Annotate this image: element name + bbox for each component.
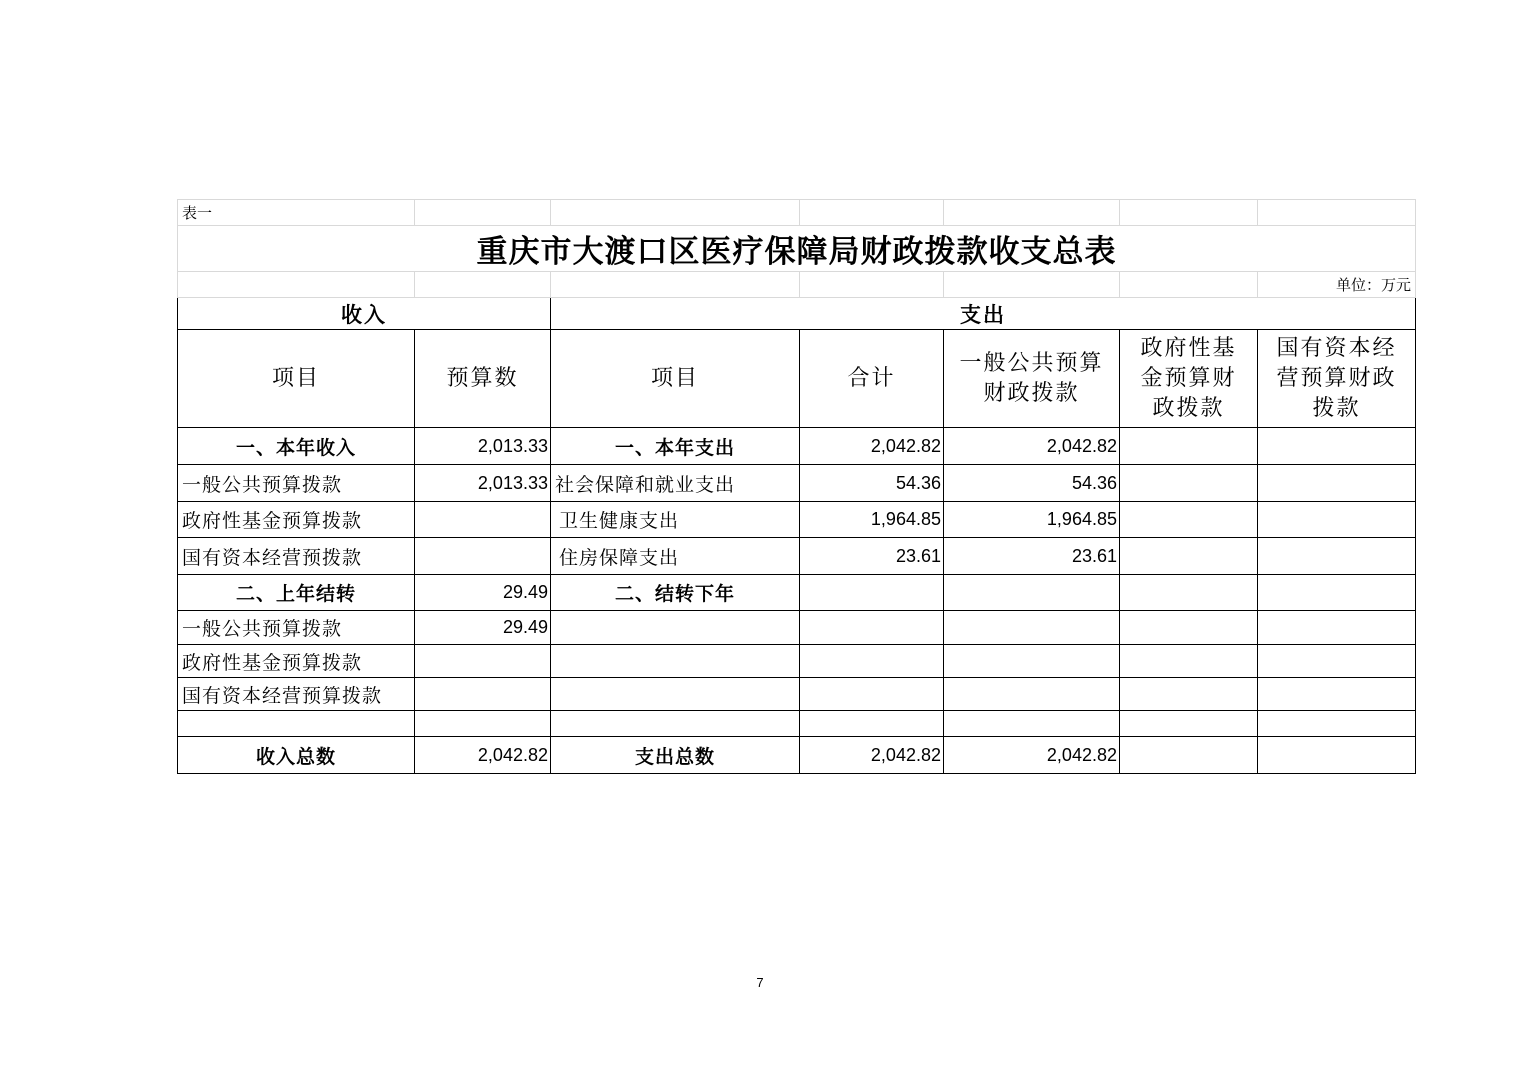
table-row: [178, 575, 1416, 611]
expense-item: [551, 611, 800, 645]
totals-row: [178, 737, 1416, 774]
expense-item: 一、本年支出: [551, 428, 800, 465]
expense-total-sum: 2,042.82: [800, 737, 944, 774]
income-item: 二、上年结转: [178, 575, 415, 611]
income-value: [415, 678, 551, 711]
col-general: 一般公共预算财政拨款: [944, 330, 1120, 428]
expense-fund: [1120, 645, 1258, 678]
expense-item: 卫生健康支出: [551, 502, 800, 538]
title-row: [178, 226, 1416, 272]
income-value: 2,013.33: [415, 465, 551, 502]
table-row: [178, 611, 1416, 645]
expense-capital: [1258, 502, 1416, 538]
income-item: 政府性基金预算拨款: [178, 502, 415, 538]
expense-capital: [1258, 711, 1416, 737]
table-row: [178, 465, 1416, 502]
expense-fund: [1120, 611, 1258, 645]
expense-item: 二、结转下年: [551, 575, 800, 611]
expense-general: 23.61: [944, 538, 1120, 575]
expense-total: [800, 575, 944, 611]
income-item: 一般公共预算拨款: [178, 465, 415, 502]
income-value: [415, 711, 551, 737]
income-value: [415, 502, 551, 538]
income-value: 29.49: [415, 611, 551, 645]
expense-header: 支出: [551, 298, 1416, 330]
income-item: 国有资本经营预算拨款: [178, 678, 415, 711]
income-value: 29.49: [415, 575, 551, 611]
income-item: [178, 711, 415, 737]
expense-total: 54.36: [800, 465, 944, 502]
income-header: 收入: [178, 298, 551, 330]
unit-label: 单位：万元: [1258, 272, 1416, 298]
table-row: [178, 502, 1416, 538]
expense-general: [944, 645, 1120, 678]
expense-fund: [1120, 465, 1258, 502]
expense-total: 23.61: [800, 538, 944, 575]
expense-general: 1,964.85: [944, 502, 1120, 538]
table-title: 重庆市大渡口区医疗保障局财政拨款收支总表: [178, 226, 1416, 272]
expense-item: [551, 645, 800, 678]
expense-fund: [1120, 538, 1258, 575]
expense-fund: [1120, 678, 1258, 711]
expense-item: 社会保障和就业支出: [551, 465, 800, 502]
col-capital: 国有资本经营预算财政拨款: [1258, 330, 1416, 428]
col-income-budget: 预算数: [415, 330, 551, 428]
expense-general: 2,042.82: [944, 428, 1120, 465]
unit-row: [178, 272, 1416, 298]
table-row: [178, 538, 1416, 575]
expense-total: 2,042.82: [800, 428, 944, 465]
expense-fund: [1120, 502, 1258, 538]
table-row: [178, 678, 1416, 711]
expense-general: [944, 711, 1120, 737]
section-header-row: [178, 298, 1416, 330]
expense-general: [944, 611, 1120, 645]
expense-total: [800, 645, 944, 678]
col-income-item: 项目: [178, 330, 415, 428]
label-row: [178, 200, 1416, 226]
expense-total: [800, 711, 944, 737]
expense-total: 1,964.85: [800, 502, 944, 538]
income-item: 国有资本经营预拨款: [178, 538, 415, 575]
expense-general: [944, 678, 1120, 711]
expense-capital: [1258, 465, 1416, 502]
expense-capital: [1258, 428, 1416, 465]
table-row: [178, 428, 1416, 465]
income-total-value: 2,042.82: [415, 737, 551, 774]
expense-capital: [1258, 611, 1416, 645]
expense-fund: [1120, 428, 1258, 465]
expense-capital: [1258, 575, 1416, 611]
expense-total-fund: [1120, 737, 1258, 774]
income-item: 一、本年收入: [178, 428, 415, 465]
income-item: 一般公共预算拨款: [178, 611, 415, 645]
expense-total: [800, 678, 944, 711]
expense-capital: [1258, 538, 1416, 575]
income-value: [415, 538, 551, 575]
expense-total-capital: [1258, 737, 1416, 774]
col-total: 合计: [800, 330, 944, 428]
expense-item: 住房保障支出: [551, 538, 800, 575]
expense-item: [551, 711, 800, 737]
col-fund: 政府性基金预算财政拨款: [1120, 330, 1258, 428]
expense-item: [551, 678, 800, 711]
income-value: [415, 645, 551, 678]
expense-total-label: 支出总数: [551, 737, 800, 774]
expense-total-general: 2,042.82: [944, 737, 1120, 774]
column-header-row: [178, 330, 1416, 428]
col-expense-item: 项目: [551, 330, 800, 428]
income-total-label: 收入总数: [178, 737, 415, 774]
expense-general: [944, 575, 1120, 611]
income-value: 2,013.33: [415, 428, 551, 465]
expense-fund: [1120, 575, 1258, 611]
expense-general: 54.36: [944, 465, 1120, 502]
income-item: 政府性基金预算拨款: [178, 645, 415, 678]
page-number: 7: [756, 975, 764, 990]
expense-fund: [1120, 711, 1258, 737]
expense-capital: [1258, 645, 1416, 678]
table-label: 表一: [178, 200, 415, 226]
budget-table: [177, 199, 1416, 774]
budget-sheet: [177, 199, 1415, 774]
table-row: [178, 645, 1416, 678]
expense-capital: [1258, 678, 1416, 711]
table-row: [178, 711, 1416, 737]
expense-total: [800, 611, 944, 645]
